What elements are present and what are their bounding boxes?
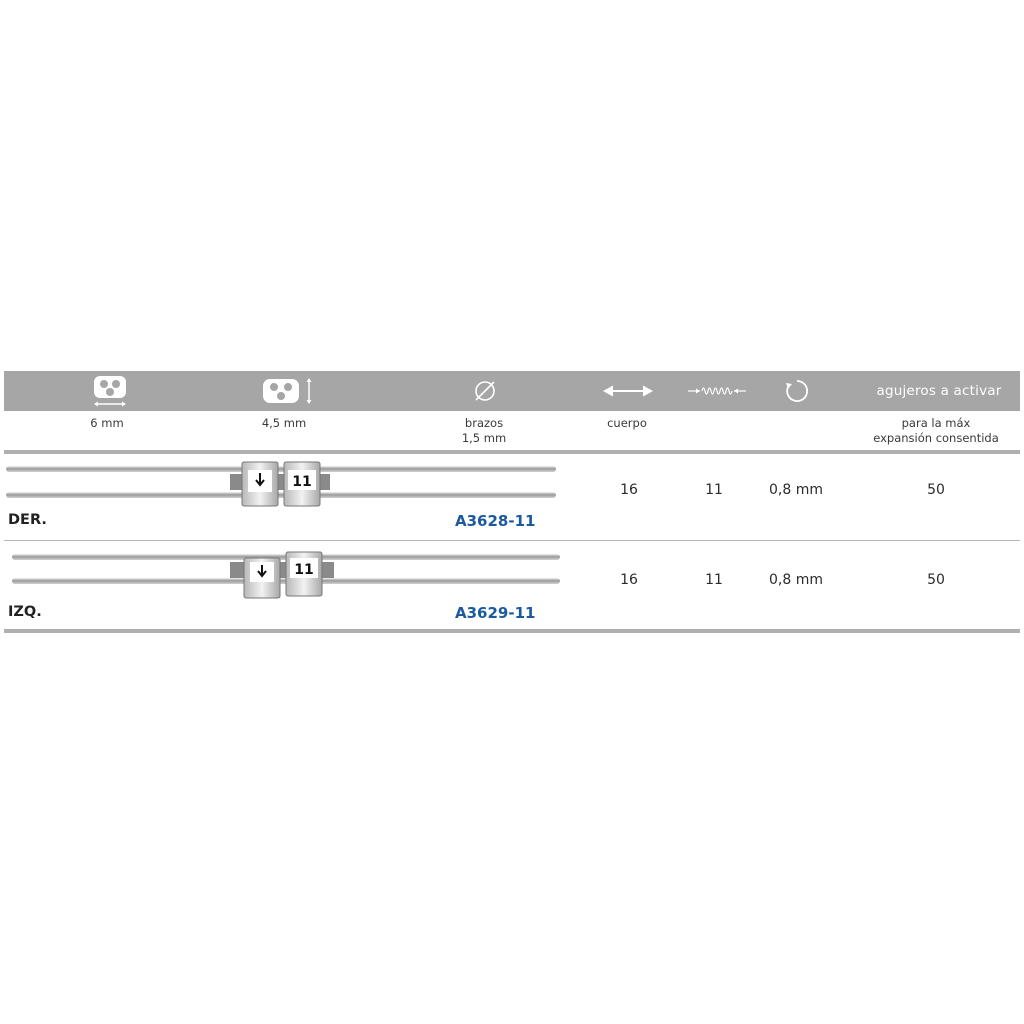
holes-sublabel-line2: expansión consentida xyxy=(873,431,999,445)
table-header-bar xyxy=(4,371,1020,411)
product-code[interactable]: A3629-11 xyxy=(455,604,536,622)
rotation-value: 0,8 mm xyxy=(769,572,823,588)
row-divider xyxy=(4,540,1020,541)
product-code[interactable]: A3628-11 xyxy=(455,512,536,530)
arms-label: brazos xyxy=(464,416,504,430)
body-height-value: 4,5 mm xyxy=(261,416,307,430)
holes-value: 50 xyxy=(927,572,945,588)
three-hole-body-width-icon xyxy=(90,371,130,411)
side-label: DER. xyxy=(8,512,47,528)
expander-image-left xyxy=(4,550,564,600)
spring-value: 11 xyxy=(705,482,723,498)
header-divider xyxy=(4,450,1020,454)
diameter-icon xyxy=(470,371,500,411)
expander-image-right xyxy=(4,460,564,510)
spring-value: 11 xyxy=(705,572,723,588)
side-label: IZQ. xyxy=(8,604,42,620)
holes-value: 50 xyxy=(927,482,945,498)
body-label: cuerpo xyxy=(607,416,647,430)
three-hole-body-height-icon xyxy=(259,371,319,411)
holes-sublabel-line1: para la máx xyxy=(901,416,971,430)
table-bottom-rule xyxy=(4,629,1020,633)
arms-diameter-value: 1,5 mm xyxy=(461,431,507,445)
body-value: 16 xyxy=(620,482,638,498)
rotation-value: 0,8 mm xyxy=(769,482,823,498)
double-arrow-icon xyxy=(600,371,656,411)
body-value: 16 xyxy=(620,572,638,588)
holes-header xyxy=(864,371,1014,411)
spring-icon xyxy=(684,371,750,411)
rotation-icon xyxy=(780,371,814,411)
block-number: 11 xyxy=(292,474,312,490)
block-number: 11 xyxy=(294,562,314,578)
body-width-value: 6 mm xyxy=(90,416,124,430)
holes-header-title: agujeros a activar xyxy=(876,383,1002,399)
